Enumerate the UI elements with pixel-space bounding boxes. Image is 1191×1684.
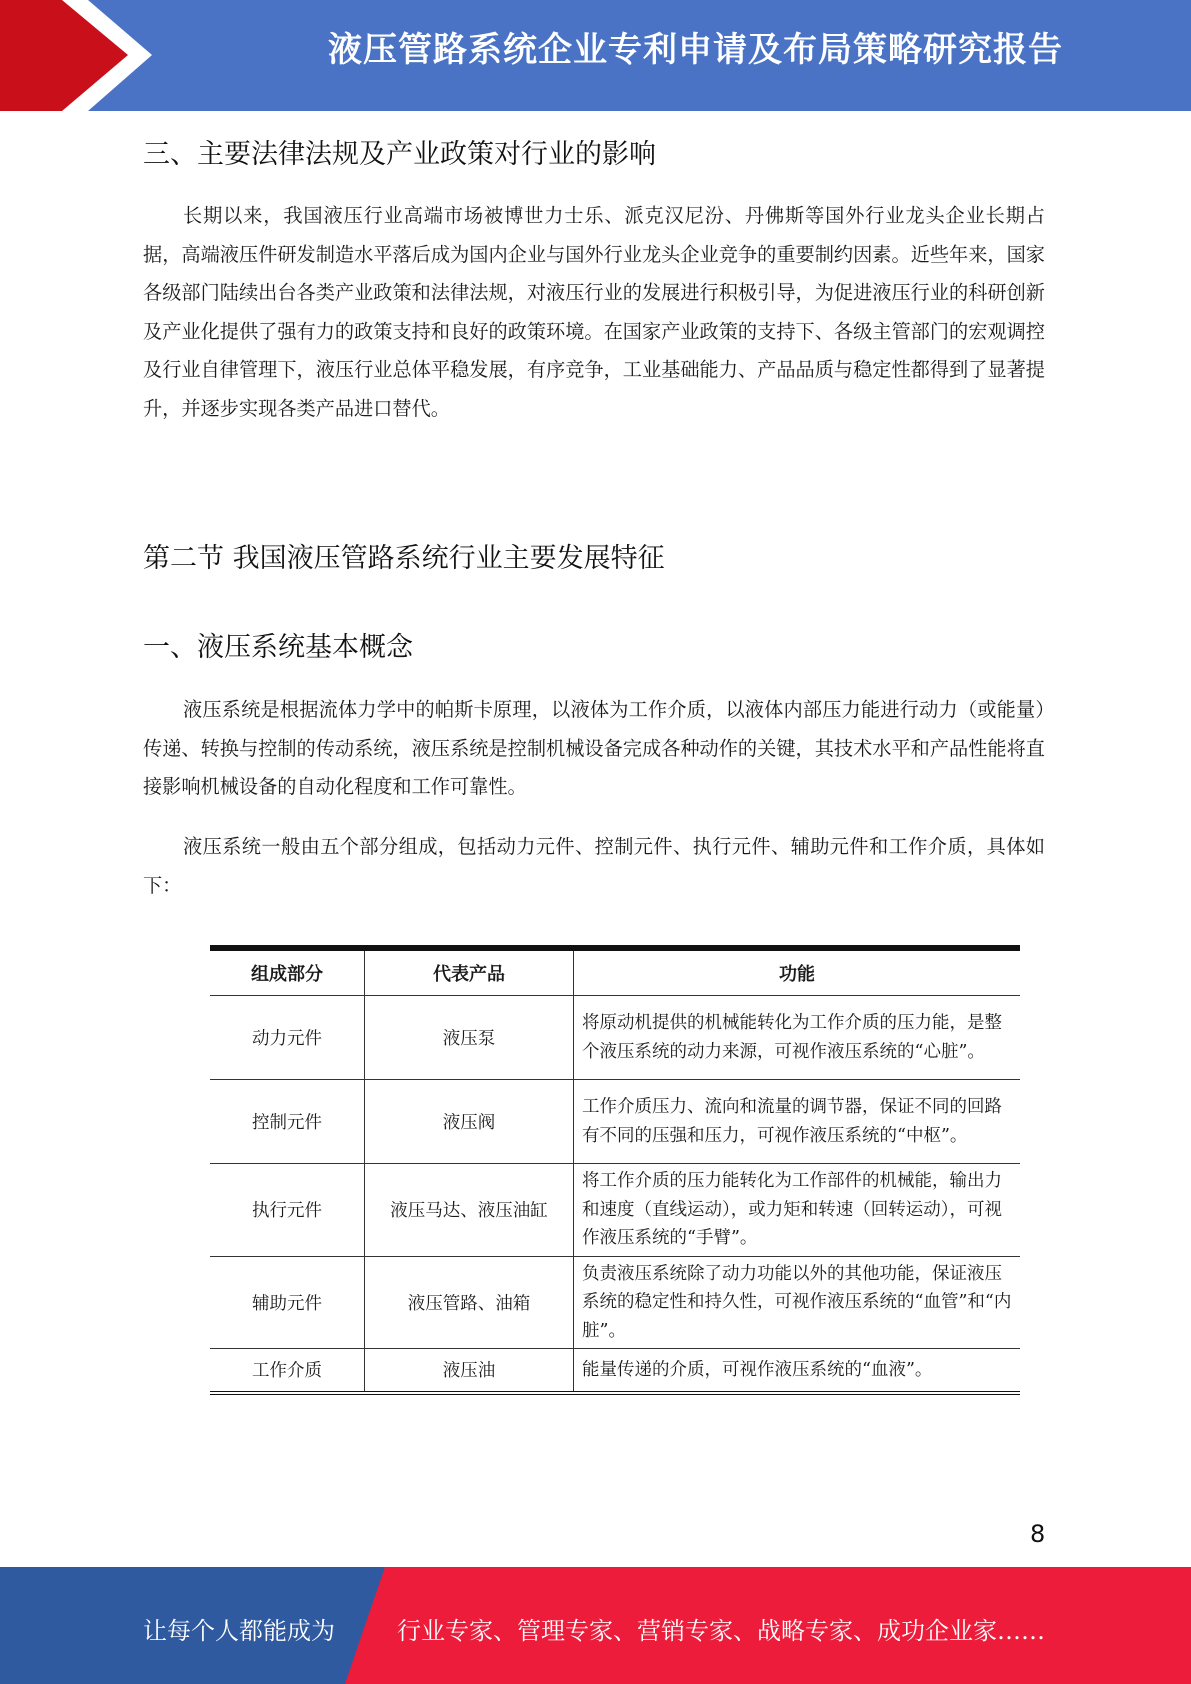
table-row <box>210 1349 1020 1393</box>
concept-paragraph-2: 液压系统一般由五个部分组成，包括动力元件、控制元件、执行元件、辅助元件和工作介质，具体如下： <box>143 835 1045 897</box>
cell-product: 液压阀 <box>365 1080 574 1164</box>
footer-slogan-left: 让每个人都能成为 <box>143 1617 335 1645</box>
page-number: 8 <box>1030 1520 1046 1548</box>
cell-function: 将工作介质的压力能转化为工作部件的机械能，输出力和速度（直线运动），或力矩和转速（回转运动），可视作液压系统的“手臂”。 <box>574 1164 1021 1257</box>
section-heading-concept: 一、液压系统基本概念 <box>143 632 413 663</box>
concept-paragraph-1: 液压系统是根据流体力学中的帕斯卡原理，以液体为工作介质，以液体内部压力能进行动力（或能量）传递、转换与控制的传动系统，液压系统是控制机械设备完成各种动作的关键，其技术水平和产品性能将直接影响机械设备的自动化程度和工作可靠性。 <box>143 698 1045 799</box>
table-row <box>210 996 1020 1080</box>
table-row <box>210 1080 1020 1164</box>
cell-product: 液压管路、油箱 <box>365 1256 574 1349</box>
cell-component: 控制元件 <box>210 1080 365 1164</box>
cell-component: 工作介质 <box>210 1349 365 1393</box>
cell-product: 液压马达、液压油缸 <box>365 1164 574 1257</box>
report-title: 液压管路系统企业专利申请及布局策略研究报告 <box>328 30 1063 70</box>
cell-product: 液压泵 <box>365 996 574 1080</box>
header-function: 功能 <box>574 948 1021 996</box>
page-header <box>0 0 1191 111</box>
table-row <box>210 1164 1020 1257</box>
header-product: 代表产品 <box>365 948 574 996</box>
cell-function: 将原动机提供的机械能转化为工作介质的压力能，是整个液压系统的动力来源，可视作液压系统的“心脏”。 <box>574 996 1021 1080</box>
cell-function: 负责液压系统除了动力功能以外的其他功能，保证液压系统的稳定性和持久性，可视作液压系统的“血管”和“内脏”。 <box>574 1256 1021 1349</box>
cell-product: 液压油 <box>365 1349 574 1393</box>
table-header-row <box>210 948 1020 996</box>
cell-component: 执行元件 <box>210 1164 365 1257</box>
policy-paragraph: 长期以来，我国液压行业高端市场被博世力士乐、派克汉尼汾、丹佛斯等国外行业龙头企业长期占据，高端液压件研发制造水平落后成为国内企业与国外行业龙头企业竞争的重要制约因素。近些年来，国家各级部门陆续出台各类产业政策和法律法规，对液压行业的发展进行积极引导，为促进液压行业的科研创新及产业化提供了强有力的政策支持和良好的政策环境。在国家产业政策的支持下、各级主管部门的宏观调控及行业自律管理下，液压行业总体平稳发展，有序竞争，工业基础能力、产品品质与稳定性都得到了显著提升，并逐步实现各类产品进口替代。 <box>143 204 1045 420</box>
section-heading-policy: 三、主要法律法规及产业政策对行业的影响 <box>143 139 656 170</box>
cell-component: 辅助元件 <box>210 1256 365 1349</box>
cell-component: 动力元件 <box>210 996 365 1080</box>
table-row <box>210 1256 1020 1349</box>
cell-function: 工作介质压力、流向和流量的调节器，保证不同的回路有不同的压强和压力，可视作液压系统的“中枢”。 <box>574 1080 1021 1164</box>
cell-function: 能量传递的介质，可视作液压系统的“血液”。 <box>574 1349 1021 1393</box>
footer-slogan-right: 行业专家、管理专家、营销专家、战略专家、成功企业家…… <box>397 1617 1045 1645</box>
page-footer <box>0 1567 1191 1684</box>
chapter-heading: 第二节 我国液压管路系统行业主要发展特征 <box>143 543 665 574</box>
components-table <box>210 945 1020 1395</box>
header-component: 组成部分 <box>210 948 365 996</box>
